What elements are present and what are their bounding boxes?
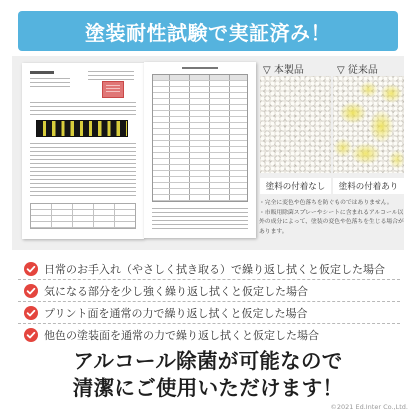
headline: [0, 348, 416, 402]
test-report-document: [22, 63, 144, 239]
report-summary-table: [30, 203, 136, 229]
table-title-mark: [182, 67, 218, 69]
report-body-lines: [30, 143, 136, 197]
disclaimer-note: ・市販用除菌スプレーやシートに含まれるアルコール以外の成分によって、塗装の変色や色落ちを生じる場合があります。: [259, 209, 404, 235]
test-sample-photo-strip: [36, 120, 128, 137]
product-label-conventional: ▽ 従来品: [337, 65, 378, 76]
report-issuer-lines: [88, 71, 134, 80]
table-footnote-lines: [152, 208, 248, 230]
copyright-notice: ©2021 Ed.Inter Co.,Ltd.: [330, 403, 408, 411]
condition-text: 他色の塗装面を通常の力で繰り返し拭くと仮定した場合: [44, 329, 319, 342]
disclaimer-note: ・完全に変色や色落ちを防ぐものではありません。: [259, 200, 393, 206]
test-results-table-document: [144, 62, 256, 238]
conventional-product-surface-photo: [333, 76, 404, 173]
disclaimer-notes: [259, 199, 404, 237]
condition-item: [18, 258, 400, 280]
check-circle-icon: [24, 306, 38, 320]
condition-text: プリント面を通常の力で繰り返し拭くと仮定した場合: [44, 306, 308, 320]
check-circle-icon: [24, 328, 38, 342]
test-conditions-list: [18, 258, 400, 346]
report-meta-lines: [30, 78, 70, 87]
headline-line-1: アルコール除菌が可能なので: [73, 349, 343, 373]
banner-title: 塗装耐性試験で実証済み！: [85, 20, 331, 45]
check-circle-icon: [24, 284, 38, 298]
paint-stain-overlay: [333, 76, 404, 173]
report-body-lines: [30, 102, 136, 116]
red-seal-stamp: [102, 81, 124, 98]
result-label-no-paint: 塗料の付着なし: [260, 178, 331, 194]
condition-text: 日常のお手入れ（やさしく拭き取る）で繰り返し拭くと仮定した場合: [44, 262, 385, 276]
report-title-mark: [30, 71, 54, 74]
results-grid: [152, 74, 248, 202]
condition-text: 気になる部分を少し強く繰り返し拭くと仮定した場合: [44, 284, 308, 298]
result-label-paint-transfer: 塗料の付着あり: [333, 178, 404, 194]
check-circle-icon: [24, 262, 38, 276]
our-product-surface-photo: [260, 76, 331, 173]
condition-item: [18, 324, 400, 346]
product-label-ours: ▽ 本製品: [263, 65, 304, 76]
headline-line-2: 清潔にご使用いただけます！: [72, 376, 344, 400]
title-banner: [18, 11, 398, 51]
condition-item: [18, 280, 400, 302]
condition-item: [18, 302, 400, 324]
